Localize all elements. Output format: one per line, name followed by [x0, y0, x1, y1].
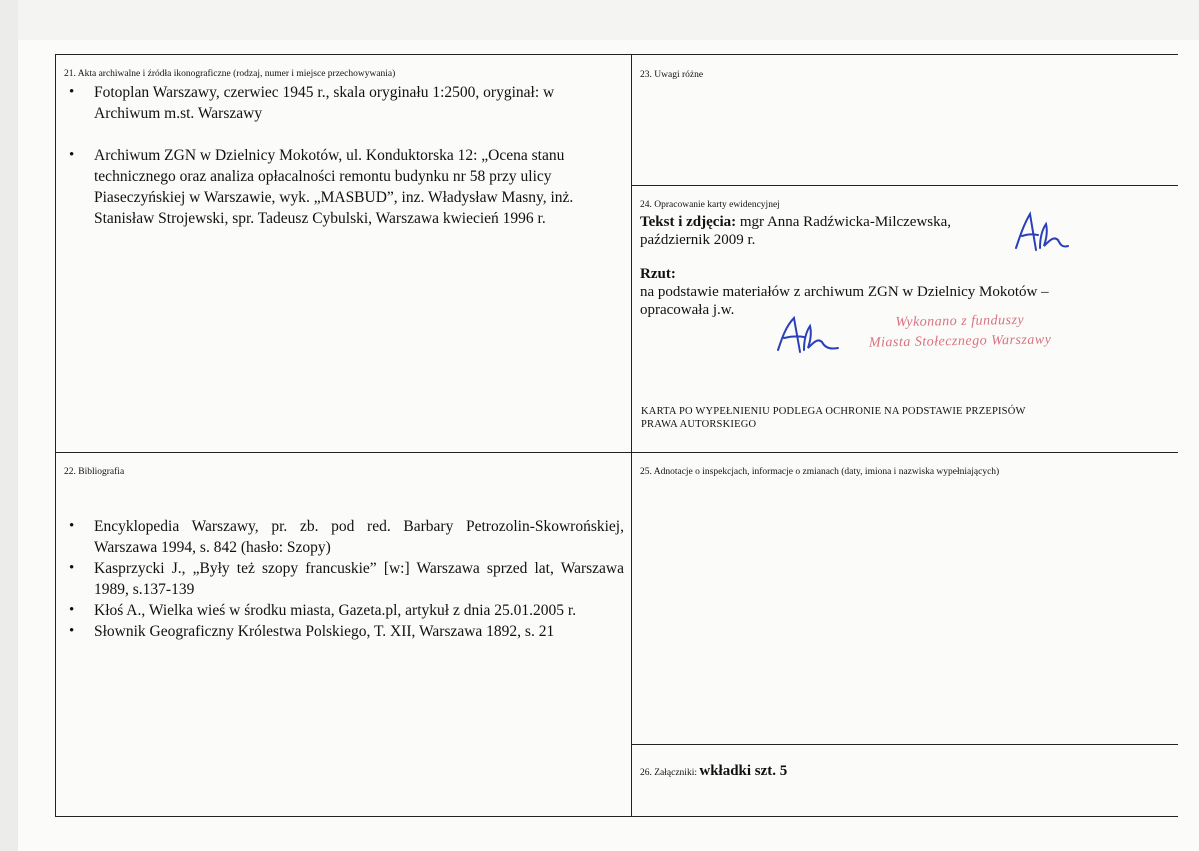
section-23-label: 23. Uwagi różne — [640, 70, 704, 80]
plan-source: na podstawie materiałów z archiwum ZGN w Dzielnicy Mokotów – — [640, 284, 1049, 300]
divider-right-23-24 — [631, 185, 1178, 186]
left-border — [55, 54, 56, 816]
list-item: • Kłoś A., Wielka wieś w środku miasta, Gazeta.pl, artykuł z dnia 25.01.2005 r. — [64, 600, 624, 621]
divider-right-25-26 — [631, 744, 1178, 745]
section-24-label: 24. Opracowanie karty ewidencyjnej — [640, 200, 780, 210]
list-item: • Fotoplan Warszawy, czerwiec 1945 r., skala oryginału 1:2500, oryginał: w Archiwum m.st. Warszawy — [64, 82, 624, 124]
author-name: mgr Anna Radźwicka-Milczewska, — [736, 214, 952, 230]
bibliography-list — [64, 516, 624, 642]
section-26-label: 26. Załączniki: — [640, 768, 700, 778]
divider-mid — [55, 452, 1178, 453]
signature-icon — [1010, 206, 1072, 256]
author-line — [640, 213, 1170, 231]
list-item: • Archiwum ZGN w Dzielnicy Mokotów, ul. Konduktorska 12: „Ocena stanu technicznego oraz analiza opłacalności remontu budynku nr 58 przy ulicy Piaseczyńskiej w Warszawie, wyk. „MASBUD”, inz. Władysław Masny, inż. Stanisław Strojewski, spr. Tadeusz Cybulski, Warszawa kwiecień 1996 r. — [64, 145, 624, 229]
section-21-label: 21. Akta archiwalne i źródła ikonograficzne (rodzaj, numer i miejsce przechowywania) — [64, 69, 396, 79]
attachments-value: wkładki szt. 5 — [699, 763, 788, 779]
section-23 — [640, 69, 1160, 81]
section-21 — [64, 68, 624, 229]
section-21-list — [64, 82, 624, 229]
notice-line-1: KARTA PO WYPEŁNIENIU PODLEGA OCHRONIE NA PODSTAWIE PRZEPISÓW — [641, 406, 1026, 417]
section-25-label: 25. Adnotacje o inspekcjach, informacje o zmianach (daty, imiona i nazwiska wypełniających) — [640, 467, 1000, 477]
text-photos-label: Tekst i zdjęcia: — [640, 214, 737, 230]
signature-icon — [772, 312, 842, 356]
bottom-border — [55, 816, 1178, 817]
list-item: • Słownik Geograficzny Królestwa Polskiego, T. XII, Warszawa 1892, s. 21 — [64, 621, 624, 642]
section-25 — [640, 466, 1170, 478]
list-item: • Kasprzycki J., „Były też szopy francuskie” [w:] Warszawa sprzed lat, Warszawa 1989, s.137-139 — [64, 558, 624, 600]
list-item: • Encyklopedia Warszawy, pr. zb. pod red. Barbary Petrozolin-Skowrońskiej, Warszawa 1994, s. 842 (hasło: Szopy) — [64, 516, 624, 558]
copyright-notice — [641, 405, 1161, 431]
stamp-line-2: Miasta Stołecznego Warszawy — [868, 332, 1052, 351]
center-divider — [631, 54, 632, 816]
section-26 — [640, 762, 1160, 780]
stamp-line-1: Wykonano z funduszy — [895, 312, 1025, 331]
section-24 — [640, 199, 1170, 319]
funding-stamp — [840, 310, 1081, 354]
top-border — [55, 54, 1178, 55]
author-date: październik 2009 r. — [640, 232, 756, 248]
section-22-label: 22. Bibliografia — [64, 467, 125, 477]
section-22 — [64, 466, 624, 642]
notice-line-2: PRAWA AUTORSKIEGO — [641, 419, 757, 430]
plan-author: opracowała j.w. — [640, 302, 735, 318]
scan-top-margin — [0, 0, 1199, 40]
scan-left-margin — [0, 0, 18, 851]
plan-label: Rzut: — [640, 266, 676, 282]
